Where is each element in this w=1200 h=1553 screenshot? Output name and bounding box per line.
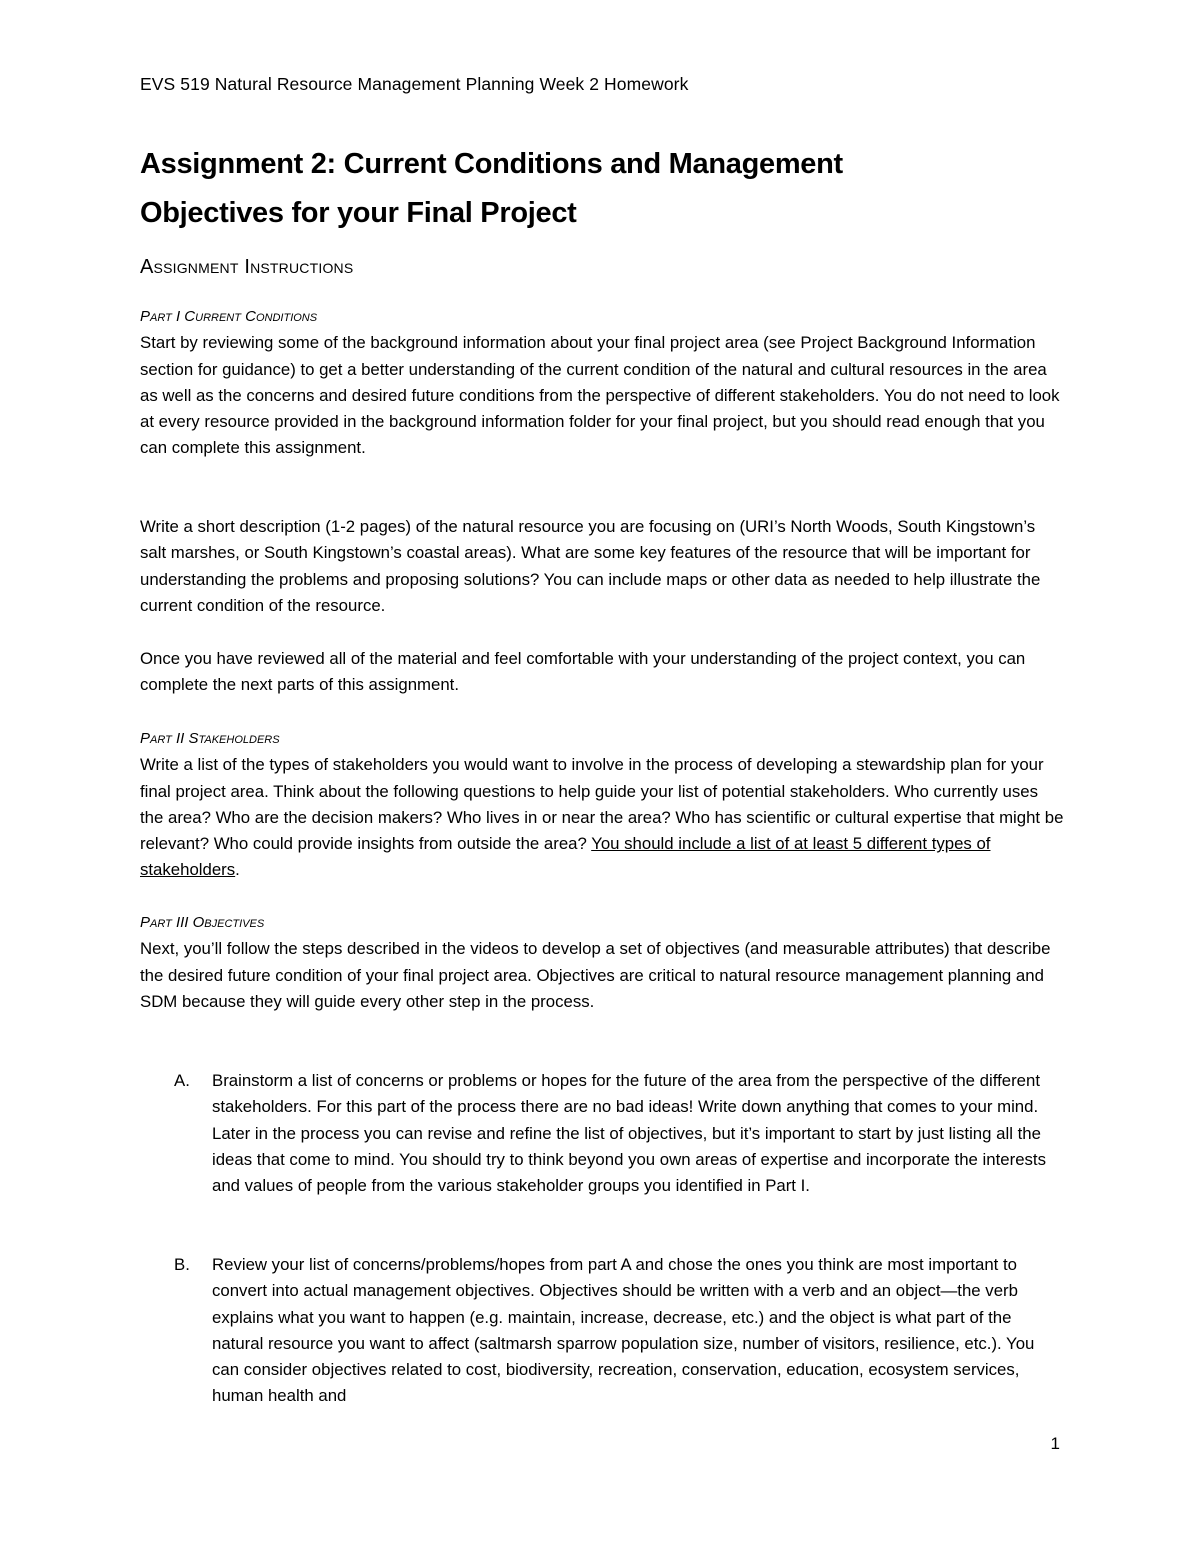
list-item-a bbox=[140, 1068, 1065, 1199]
list-marker-b: B. bbox=[174, 1255, 190, 1274]
page-number: 1 bbox=[1050, 1434, 1060, 1453]
part-1-section bbox=[140, 304, 1065, 462]
list-marker-a: A. bbox=[174, 1071, 190, 1090]
part-2-requirement: You should include a list of at least 5 different types of stakeholders bbox=[140, 834, 991, 880]
part-3-paragraph: Next, you’ll follow the steps described in the videos to develop a set of objectives (and measurable attributes) that describe the desired future condition of your final project area. Objectives are critical to natural resource management planning and SDM because they will guide every other step in the process. bbox=[140, 939, 1051, 1011]
part-1-paragraph-3: Once you have reviewed all of the material and feel comfortable with your understanding of the project context, you can complete the next parts of this assignment. bbox=[140, 649, 1026, 695]
part-2-heading: Part II Stakeholders bbox=[140, 730, 280, 747]
part-2-paragraph bbox=[140, 752, 1065, 883]
page-header: EVS 519 Natural Resource Management Planning Week 2 Homework bbox=[140, 74, 689, 94]
part-2-section bbox=[140, 726, 1065, 884]
part-3-heading: Part III Objectives bbox=[140, 914, 265, 931]
list-item-b-text: Review your list of concerns/problems/hopes from part A and chose the ones you think are most important to convert into actual management objectives. Objectives should be written with a verb and an object—the verb explains what you want to happen (e.g. maintain, increase, decrease, etc.) and the object is what part of the natural resource you want to affect (saltmarsh sparrow population size, number of visitors, resilience, etc.). You can consider objectives related to cost, biodiversity, recreation, conservation, education, ecosystem services, human health and bbox=[212, 1255, 1035, 1406]
list-item-a-text: Brainstorm a list of concerns or problems or hopes for the future of the area from the perspective of the different stakeholders. For this part of the process there are no bad ideas! Write down anything that comes to your mind. Later in the process you can revise and refine the list of objectives, but it’s important to start by just listing all the ideas that come to mind. You should try to think beyond you own areas of expertise and incorporate the interests and values of people from the various stakeholder groups you identified in Part I. bbox=[212, 1071, 1046, 1196]
part-2-paragraph-end: . bbox=[235, 860, 240, 880]
part-3-section bbox=[140, 910, 1065, 1015]
part-1-paragraph-1: Start by reviewing some of the background information about your final project area (see Project Background Information section for guidance) to get a better understanding of the current condition of the natural and cultural resources in the area as well as the concerns and desired future conditions from the perspective of different stakeholders. You do not need to look at every resource provided in the background information folder for your final project, but you should read enough that you can complete this assignment. bbox=[140, 333, 1060, 458]
part-1-paragraph-2: Write a short description (1-2 pages) of the natural resource you are focusing on (URI’s North Woods, South Kingstown’s salt marshes, or South Kingstown’s coastal areas). What are some key features of the resource that will be important for understanding the problems and proposing solutions? You can include maps or other data as needed to help illustrate the current condition of the resource. bbox=[140, 517, 1041, 615]
part-1-paragraph-3-block bbox=[140, 646, 1065, 699]
part-2-paragraph-text: Write a list of the types of stakeholders you would want to involve in the process of developing a stewardship plan for your final project area. Think about the following questions to help guide your list of potential stakeholders. Who currently uses the area? Who are the decision makers? Who lives in or near the area? Who has scientific or cultural expertise that might be relevant? Who could provide insights from outside the area? bbox=[140, 755, 1064, 854]
part-1-paragraph-2-block bbox=[140, 514, 1065, 619]
list-item-b bbox=[140, 1252, 1065, 1410]
title-line-1: Assignment 2: Current Conditions and Management bbox=[140, 148, 843, 180]
title-line-2: Objectives for your Final Project bbox=[140, 197, 577, 229]
part-1-heading: Part I Current Conditions bbox=[140, 308, 318, 325]
assignment-title bbox=[140, 140, 1060, 238]
section-heading: Assignment Instructions bbox=[140, 256, 354, 278]
